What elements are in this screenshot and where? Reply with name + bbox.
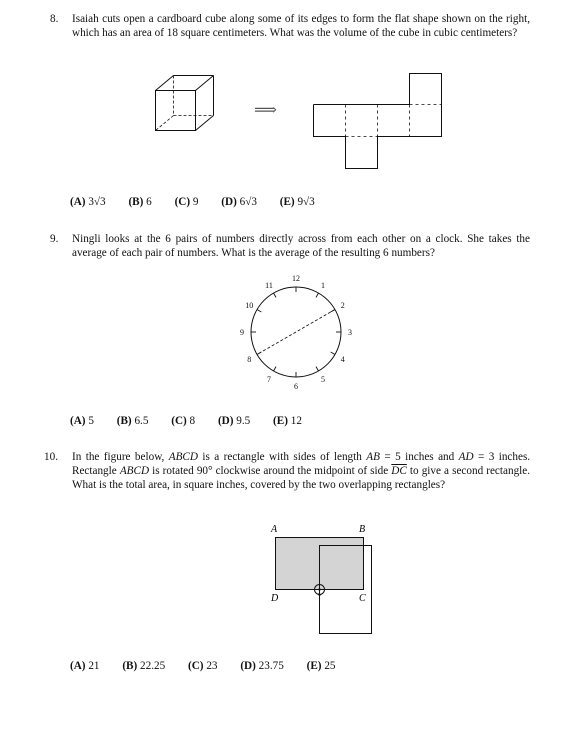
label-d: D [271, 593, 279, 604]
clock-number-7: 7 [267, 374, 271, 384]
clock-tick [331, 352, 335, 355]
question-9 [50, 232, 530, 260]
question-text: Isaiah cuts open a cardboard cube along some of its edges to form the flat shape shown on the right, which has an area of 18 square centimeters. What was the volume of the cube in cubic centimeters? [72, 13, 530, 40]
choice-e[interactable]: (E) 9√3 [279, 196, 315, 208]
choice-a[interactable]: (A) 21 [70, 660, 100, 672]
choice-b[interactable]: (B) 6 [128, 196, 152, 208]
label-a: A [271, 524, 278, 535]
clock-number-10: 10 [245, 301, 254, 310]
clock-figure [236, 270, 356, 395]
clock-number-11: 11 [265, 281, 273, 291]
clock-number-2: 2 [340, 301, 345, 310]
choice-e[interactable]: (E) 25 [306, 660, 336, 672]
clock-number-8: 8 [247, 355, 252, 364]
choice-e[interactable]: (E) 12 [273, 415, 302, 427]
answer-choices [70, 415, 322, 427]
choice-d[interactable]: (D) 23.75 [240, 660, 284, 672]
clock-number-12: 12 [292, 274, 300, 283]
clock-number-3: 3 [348, 328, 352, 337]
choice-a[interactable]: (A) 3√3 [70, 196, 106, 208]
answer-choices [70, 660, 356, 672]
choice-d[interactable]: (D) 9.5 [217, 415, 251, 427]
choice-c[interactable]: (C) 8 [171, 415, 196, 427]
rectangle-figure [265, 522, 380, 637]
clock-tick [316, 293, 319, 297]
clock-number-6: 6 [294, 382, 298, 391]
question-8 [50, 12, 530, 40]
clock-number-5: 5 [321, 374, 325, 384]
clock-tick [274, 293, 277, 297]
question-number: 10. [44, 451, 58, 463]
clock-number-1: 1 [321, 281, 325, 291]
question-text: In the figure below, ABCD is a rectangle with sides of length AB = 5 inches and AD = 3 inches. Rectangle ABCD is rotated 90° clockwise around the midpoint of side $\overline{DC}$ to give a second rectangle. What is the total area, in square inches, covered by the two overlapping rectangles? [72, 451, 531, 492]
label-c: C [359, 593, 366, 604]
clock-tick [316, 367, 319, 371]
answer-choices [70, 196, 335, 208]
choice-c[interactable]: (C) 9 [174, 196, 199, 208]
cube-figure [150, 70, 220, 135]
clock-number-4: 4 [340, 355, 345, 364]
choice-b[interactable]: (B) 22.25 [122, 660, 166, 672]
label-b: B [359, 524, 366, 535]
question-text: Ningli looks at the 6 pairs of numbers directly across from each other on a clock. She takes the average of each pair of numbers. What is the average of the resulting 6 numbers? [72, 233, 530, 260]
cube-net-figure [310, 70, 445, 170]
question-number: 8. [50, 13, 59, 25]
question-number: 9. [50, 233, 59, 245]
choice-b[interactable]: (B) 6.5 [116, 415, 149, 427]
clock-number-9: 9 [240, 328, 244, 337]
choice-c[interactable]: (C) 23 [188, 660, 218, 672]
choice-a[interactable]: (A) 5 [70, 415, 94, 427]
choice-d[interactable]: (D) 6√3 [221, 196, 257, 208]
clock-tick [274, 367, 277, 371]
question-10 [44, 450, 531, 493]
implies-arrow-icon: ⟹ [254, 102, 277, 119]
dashed-diameter [257, 310, 335, 355]
clock-tick [257, 310, 261, 313]
